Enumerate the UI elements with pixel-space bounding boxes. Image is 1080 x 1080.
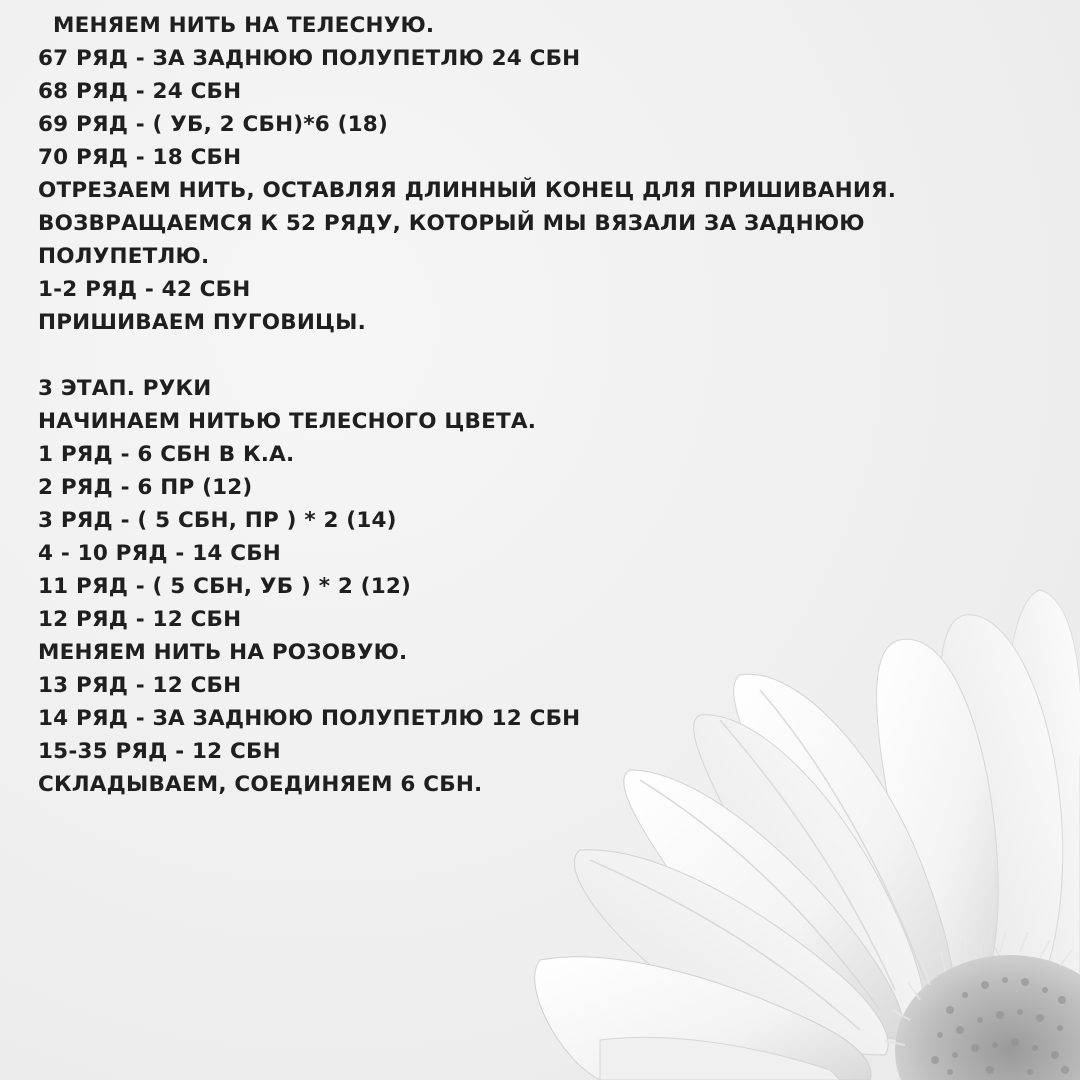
instruction-line: МЕНЯЕМ НИТЬ НА ТЕЛЕСНУЮ. [53,13,435,38]
section-spacer [38,339,1038,372]
instruction-line: МЕНЯЕМ НИТЬ НА РОЗОВУЮ. [38,640,408,665]
instruction-line: 11 РЯД - ( 5 СБН, УБ ) * 2 (12) [38,574,412,599]
instruction-line: НАЧИНАЕМ НИТЬЮ ТЕЛЕСНОГО ЦВЕТА. [38,409,537,434]
instruction-line: 70 РЯД - 18 СБН [38,145,242,170]
instruction-line: 3 РЯД - ( 5 СБН, ПР ) * 2 (14) [38,508,397,533]
instruction-line: 14 РЯД - ЗА ЗАДНЮЮ ПОЛУПЕТЛЮ 12 СБН [38,706,581,731]
instruction-line: 13 РЯД - 12 СБН [38,673,242,698]
instruction-line: ПРИШИВАЕМ ПУГОВИЦЫ. [38,310,367,335]
instruction-line: ОТРЕЗАЕМ НИТЬ, ОСТАВЛЯЯ ДЛИННЫЙ КОНЕЦ ДЛЯ ПРИШИВАНИЯ. [38,178,897,203]
instruction-line: 15-35 РЯД - 12 СБН [38,739,281,764]
section-title: 3 ЭТАП. РУКИ [38,376,212,401]
instruction-line: 69 РЯД - ( УБ, 2 СБН)*6 (18) [38,112,388,137]
instruction-line: СКЛАДЫВАЕМ, СОЕДИНЯЕМ 6 СБН. [38,772,483,797]
instruction-line: 4 - 10 РЯД - 14 СБН [38,541,281,566]
instruction-line: ВОЗВРАЩАЕМСЯ К 52 РЯДУ, КОТОРЫЙ МЫ ВЯЗАЛИ ЗА ЗАДНЮЮ [38,211,865,236]
instruction-text [38,9,1038,801]
instruction-line: 1-2 РЯД - 42 СБН [38,277,251,302]
instruction-line: ПОЛУПЕТЛЮ. [38,244,210,269]
instruction-line: 67 РЯД - ЗА ЗАДНЮЮ ПОЛУПЕТЛЮ 24 СБН [38,46,581,71]
instruction-line: 2 РЯД - 6 ПР (12) [38,475,253,500]
instruction-line: 1 РЯД - 6 СБН В К.А. [38,442,295,467]
instruction-line: 12 РЯД - 12 СБН [38,607,242,632]
instruction-line: 68 РЯД - 24 СБН [38,79,242,104]
